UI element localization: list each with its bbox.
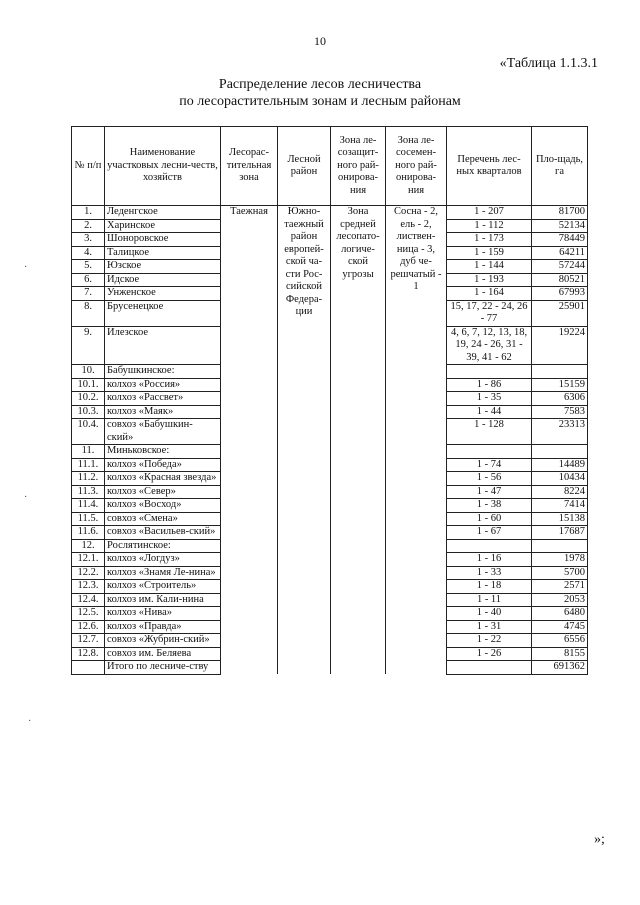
forestry-name: Миньковское: [105,445,221,459]
forestry-name: совхоз «Бабушкин-ский» [105,419,221,445]
forest-protection-zone: Зона средней лесопато-логиче-ской угрозы [331,206,386,675]
quarters-list: 1 - 193 [447,273,532,287]
area-ha: 15138 [532,512,588,526]
row-number: 11.3. [72,485,105,499]
row-number: 12.1. [72,553,105,567]
quarters-list: 1 - 67 [447,526,532,540]
row-number: 12. [72,539,105,553]
row-number: 10. [72,365,105,379]
area-ha: 81700 [532,206,588,220]
forestry-name: Идское [105,273,221,287]
area-ha [532,539,588,553]
forestry-name: колхоз «Нива» [105,607,221,621]
area-ha: 8224 [532,485,588,499]
margin-dot: · [28,716,32,727]
table-row [72,206,588,220]
total-number [72,661,105,675]
page-number: 10 [314,34,326,48]
quarters-list: 1 - 159 [447,246,532,260]
row-number: 12.4. [72,593,105,607]
forestry-name: совхоз «Смена» [105,512,221,526]
table-title-line-1: Распределение лесов лесничества [218,77,422,92]
row-number: 3. [72,233,105,247]
quarters-list [447,539,532,553]
forestry-name: Бабушкинское: [105,365,221,379]
table-body [72,206,588,675]
area-ha: 4745 [532,620,588,634]
table-reference: «Таблица 1.1.3.1 [499,56,598,71]
row-number: 10.3. [72,405,105,419]
row-number: 7. [72,287,105,301]
forestry-name: колхоз «Восход» [105,499,221,513]
quarters-list: 1 - 112 [447,219,532,233]
area-ha: 19224 [532,326,588,365]
row-number: 12.3. [72,580,105,594]
forestry-name: Илезское [105,326,221,365]
forestry-name: колхоз «Строитель» [105,580,221,594]
row-number: 10.1. [72,378,105,392]
quarters-list: 1 - 144 [447,260,532,274]
area-ha: 6306 [532,392,588,406]
area-ha: 78449 [532,233,588,247]
forestry-name: совхоз «Васильев-ский» [105,526,221,540]
row-number: 10.2. [72,392,105,406]
row-number: 11.2. [72,472,105,486]
row-number: 11. [72,445,105,459]
area-ha: 15159 [532,378,588,392]
forestry-name: колхоз «Логдуз» [105,553,221,567]
forestry-name: колхоз «Маяк» [105,405,221,419]
row-number: 4. [72,246,105,260]
area-ha: 2571 [532,580,588,594]
quarters-list: 1 - 40 [447,607,532,621]
row-number: 5. [72,260,105,274]
row-number: 12.5. [72,607,105,621]
forestry-name: Леденгское [105,206,221,220]
area-ha: 7414 [532,499,588,513]
area-ha: 7583 [532,405,588,419]
forest-seed-zone: Сосна - 2, ель - 2, листвен-ница - 3, дуб че-решчатый - 1 [386,206,447,675]
area-ha: 25901 [532,300,588,326]
area-ha: 23313 [532,419,588,445]
quarters-list: 1 - 11 [447,593,532,607]
column-header: Зона ле-созащит-ного рай-онирова-ния [331,127,386,206]
total-quarters [447,661,532,675]
row-number: 11.6. [72,526,105,540]
quarters-list: 1 - 164 [447,287,532,301]
forestry-name: колхоз им. Кали-нина [105,593,221,607]
row-number: 8. [72,300,105,326]
table-header-row [72,127,588,206]
quarters-list: 1 - 22 [447,634,532,648]
forestry-name: совхоз им. Беляева [105,647,221,661]
area-ha: 10434 [532,472,588,486]
quarters-list: 1 - 173 [447,233,532,247]
quarters-list: 15, 17, 22 - 24, 26 - 77 [447,300,532,326]
quarters-list: 1 - 26 [447,647,532,661]
quarters-list: 1 - 128 [447,419,532,445]
row-number: 12.7. [72,634,105,648]
forestry-name: колхоз «Правда» [105,620,221,634]
area-ha: 5700 [532,566,588,580]
area-ha: 2053 [532,593,588,607]
quarters-list: 1 - 44 [447,405,532,419]
vegetation-zone: Таежная [221,206,278,675]
row-number: 9. [72,326,105,365]
column-header: Наименование участковых лесни-честв, хозяйств [105,127,221,206]
quarters-list: 1 - 31 [447,620,532,634]
forestry-name: Рослятинское: [105,539,221,553]
table-title [0,76,640,110]
area-ha: 6480 [532,607,588,621]
column-header: Зона ле-сосемен-ного рай-онирова-ния [386,127,447,206]
area-ha: 52134 [532,219,588,233]
forest-distribution-table [71,126,588,675]
row-number: 2. [72,219,105,233]
total-area: 691362 [532,661,588,675]
column-header: № п/п [72,127,105,206]
quarters-list: 1 - 56 [447,472,532,486]
quarters-list: 1 - 33 [447,566,532,580]
quarters-list: 1 - 47 [447,485,532,499]
forestry-name: Унженское [105,287,221,301]
area-ha: 17687 [532,526,588,540]
row-number: 11.1. [72,458,105,472]
row-number: 1. [72,206,105,220]
forestry-name: колхоз «Россия» [105,378,221,392]
area-ha: 8155 [532,647,588,661]
forestry-name: Талицкое [105,246,221,260]
forestry-name: колхоз «Рассвет» [105,392,221,406]
forestry-name: колхоз «Красная звезда» [105,472,221,486]
margin-dot: · [24,492,28,503]
area-ha: 6556 [532,634,588,648]
quarters-list [447,365,532,379]
forestry-name: Шоноровское [105,233,221,247]
row-number: 11.5. [72,512,105,526]
column-header: Пло-щадь, га [532,127,588,206]
closing-quote-mark: »; [594,832,605,847]
column-header: Лесной район [278,127,331,206]
margin-dot: · [24,262,28,273]
area-ha: 14489 [532,458,588,472]
forestry-name: колхоз «Север» [105,485,221,499]
row-number: 6. [72,273,105,287]
forestry-name: Харинское [105,219,221,233]
quarters-list: 1 - 60 [447,512,532,526]
area-ha: 67993 [532,287,588,301]
quarters-list: 1 - 86 [447,378,532,392]
quarters-list: 4, 6, 7, 12, 13, 18, 19, 24 - 26, 31 - 39, 41 - 62 [447,326,532,365]
row-number: 10.4. [72,419,105,445]
total-label: Итого по лесниче-ству [105,661,221,675]
forestry-name: совхоз «Жубрин-ский» [105,634,221,648]
forestry-name: Брусенецкое [105,300,221,326]
quarters-list [447,445,532,459]
forestry-name: колхоз «Знамя Ле-нина» [105,566,221,580]
row-number: 11.4. [72,499,105,513]
forestry-name: колхоз «Победа» [105,458,221,472]
quarters-list: 1 - 74 [447,458,532,472]
quarters-list: 1 - 16 [447,553,532,567]
quarters-list: 1 - 18 [447,580,532,594]
forest-district: Южно-таежный район европей-ской ча-сти Рос-сийской Федера-ции [278,206,331,675]
area-ha [532,365,588,379]
row-number: 12.2. [72,566,105,580]
quarters-list: 1 - 207 [447,206,532,220]
area-ha: 80521 [532,273,588,287]
area-ha [532,445,588,459]
column-header: Перечень лес-ных кварталов [447,127,532,206]
quarters-list: 1 - 35 [447,392,532,406]
quarters-list: 1 - 38 [447,499,532,513]
row-number: 12.6. [72,620,105,634]
area-ha: 57244 [532,260,588,274]
row-number: 12.8. [72,647,105,661]
column-header: Лесорас-тительная зона [221,127,278,206]
area-ha: 1978 [532,553,588,567]
area-ha: 64211 [532,246,588,260]
forestry-name: Юзское [105,260,221,274]
table-title-line-2: по лесорастительным зонам и лесным районам [179,94,461,109]
